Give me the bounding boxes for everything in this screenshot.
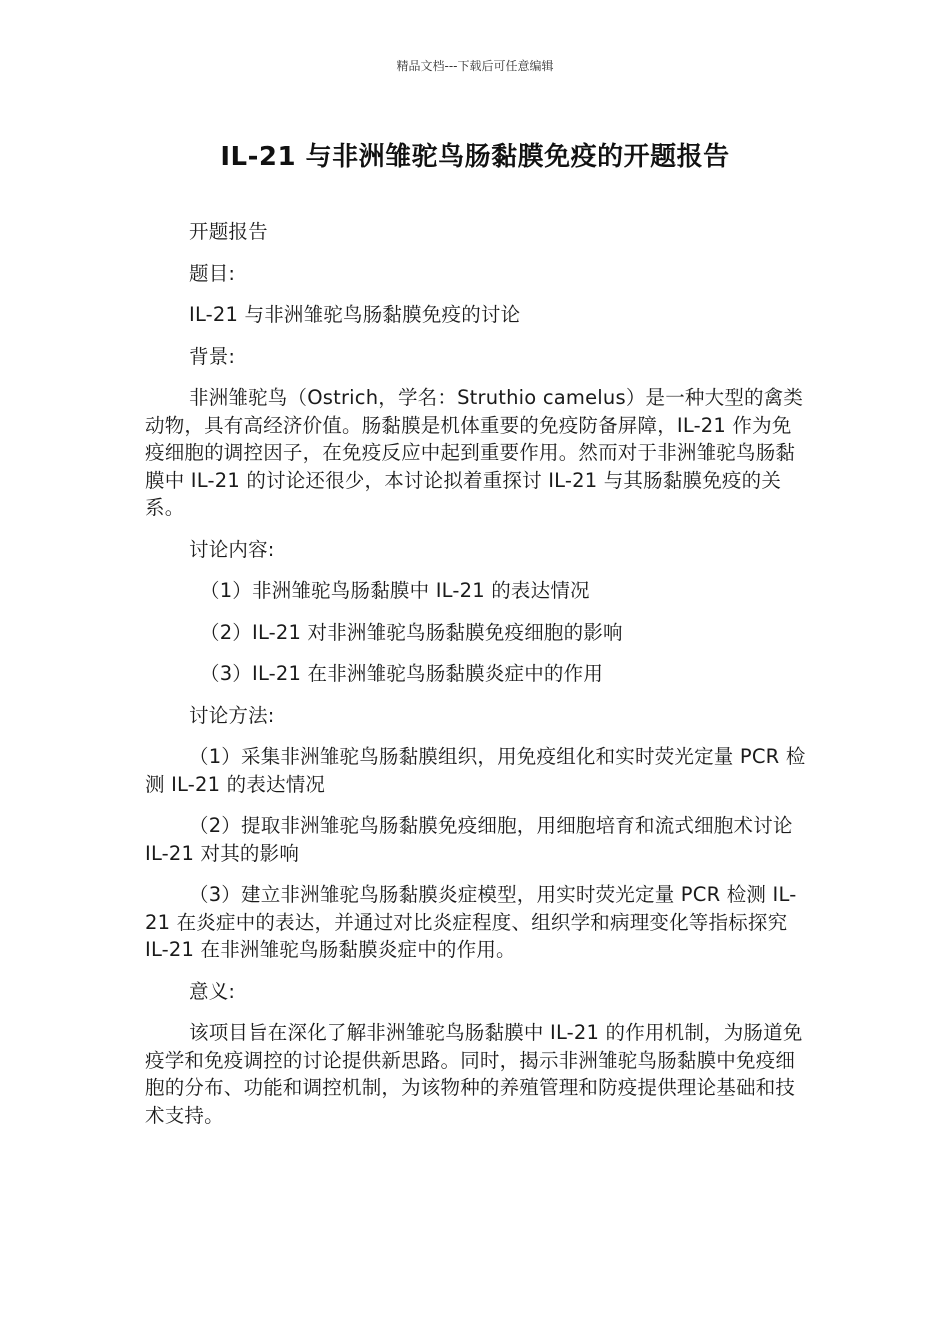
method-item: （2）提取非洲雏驼鸟肠黏膜免疫细胞，用细胞培育和流式细胞术讨论 IL-21 对其的影响: [145, 814, 793, 865]
significance-label: 意义:: [189, 979, 236, 1003]
background-label: 背景:: [189, 344, 236, 368]
significance-paragraph: 该项目旨在深化了解非洲雏驼鸟肠黏膜中 IL-21 的作用机制，为肠道免疫学和免疫调控的讨论提供新思路。同时，揭示非洲雏驼鸟肠黏膜中免疫细胞的分布、功能和调控机制，为该物种的养殖管理和防疫提供理论基础和技术支持。: [145, 1021, 803, 1127]
methods-label: 讨论方法:: [189, 703, 275, 727]
content-label: 讨论内容:: [189, 537, 275, 561]
document-body: [145, 218, 810, 1129]
content-item: （3）IL-21 在非洲雏驼鸟肠黏膜炎症中的作用: [200, 662, 604, 685]
content-item: （1）非洲雏驼鸟肠黏膜中 IL-21 的表达情况: [200, 579, 590, 602]
topic-label: 题目:: [189, 261, 236, 285]
method-item: （3）建立非洲雏驼鸟肠黏膜炎症模型，用实时荧光定量 PCR 检测 IL-21 在炎症中的表达，并通过对比炎症程度、组织学和病理变化等指标探究 IL-21 在非洲雏驼鸟肠黏膜炎症中的作用。: [145, 883, 797, 961]
content-item: （2）IL-21 对非洲雏驼鸟肠黏膜免疫细胞的影响: [200, 620, 623, 644]
method-item: （1）采集非洲雏驼鸟肠黏膜组织，用免疫组化和实时荧光定量 PCR 检测 IL-21 的表达情况: [145, 745, 806, 796]
report-label: 开题报告: [189, 220, 268, 243]
document-title: IL-21 与非洲雏驼鸟肠黏膜免疫的开题报告: [220, 142, 730, 172]
background-paragraph: 非洲雏驼鸟（Ostrich，学名：Struthio camelus）是一种大型的禽类动物，具有高经济价值。肠黏膜是机体重要的免疫防备屏障，IL-21 作为免疫细胞的调控因子，在免疫反应中起到重要作用。然而对于非洲雏驼鸟肠黏膜中 IL-21 的讨论还很少，本讨论拟着重探讨 IL-21 与其肠黏膜免疫的关系。: [145, 386, 804, 519]
topic-text: IL-21 与非洲雏驼鸟肠黏膜免疫的讨论: [189, 303, 521, 326]
page-header: 精品文档---下载后可任意编辑: [396, 59, 554, 73]
